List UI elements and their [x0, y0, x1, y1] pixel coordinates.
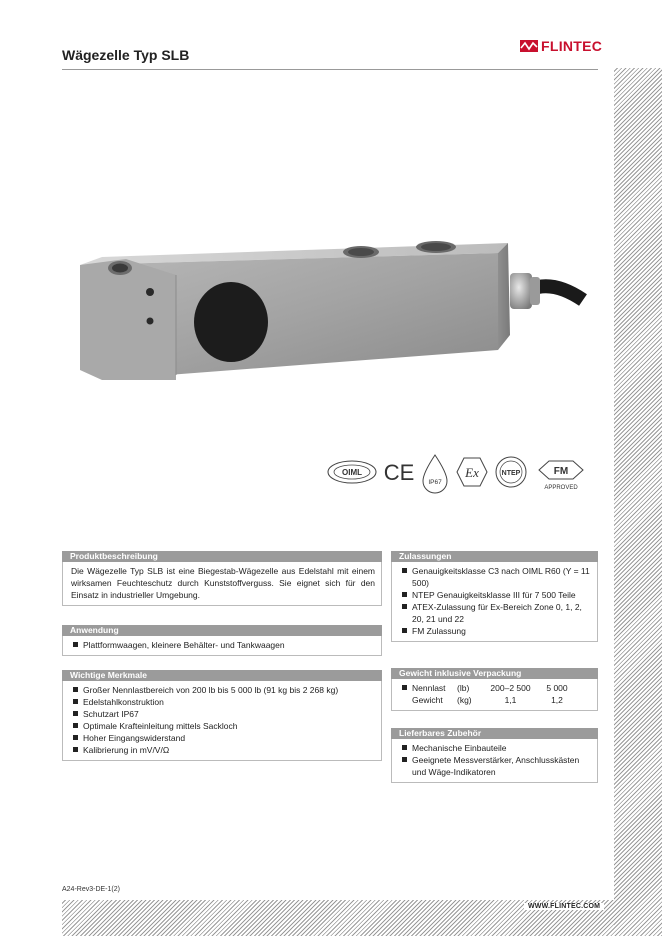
section-body — [62, 636, 382, 656]
weight-table-row — [400, 682, 591, 694]
section-produktbeschreibung — [62, 551, 382, 606]
section-heading: Produktbeschreibung — [62, 551, 382, 562]
flintec-logo-icon — [520, 40, 538, 52]
weight-table-row — [400, 694, 591, 706]
weight-row-unit: (lb) — [457, 683, 470, 693]
section-body — [391, 562, 598, 642]
list-item: Großer Nennlastbereich von 200 lb bis 5 000 lb (91 kg bis 2 268 kg) — [71, 684, 375, 696]
load-cell-product-image — [78, 225, 598, 395]
list-item: Genauigkeitsklasse C3 nach OIML R60 (Y = 11 500) — [400, 565, 591, 589]
list-item: Plattformwaagen, kleinere Behälter- und Tankwaagen — [71, 639, 375, 651]
section-gewicht — [391, 668, 598, 711]
list-item: Schutzart IP67 — [71, 708, 375, 720]
list-item: FM Zulassung — [400, 625, 591, 637]
ex-hexagon-icon — [457, 458, 487, 486]
list-item: Hoher Eingangswiderstand — [71, 732, 375, 744]
logo-text: FLINTEC — [541, 38, 603, 54]
ntep-label: NTEP — [501, 470, 521, 477]
list-item: ATEX-Zulassung für Ex-Bereich Zone 0, 1, 2, 20, 21 und 22 — [400, 601, 591, 625]
oiml-label: OIML — [342, 468, 362, 477]
list-item: Edelstahlkonstruktion — [71, 696, 375, 708]
list-item: Optimale Krafteinleitung mittels Sackloch — [71, 720, 375, 732]
section-heading: Anwendung — [62, 625, 382, 636]
section-body — [391, 739, 598, 783]
section-body — [62, 681, 382, 761]
weight-row-value-2: 1,2 — [551, 695, 563, 705]
fm-label: FM — [553, 466, 569, 477]
section-heading: Wichtige Merkmale — [62, 670, 382, 681]
fm-approved-label: APPROVED — [544, 485, 578, 491]
weight-row-value-2: 5 000 — [546, 683, 568, 693]
title-divider — [62, 69, 598, 70]
ce-mark-icon — [384, 460, 415, 485]
section-wichtige-merkmale — [62, 670, 382, 761]
fm-approved-icon — [539, 461, 583, 491]
section-heading: Lieferbares Zubehör — [391, 728, 598, 739]
weight-row-value-1: 1,1 — [504, 695, 517, 705]
ce-label: CE — [383, 460, 415, 485]
document-code: A24-Rev3-DE-1(2) — [62, 886, 120, 893]
list-item: Kalibrierung in mV/V/Ω — [71, 744, 375, 756]
list-item: Mechanische Einbauteile — [400, 742, 591, 754]
website-link[interactable]: WWW.FLINTEC.COM — [524, 903, 604, 910]
description-text: Die Wägezelle Typ SLB ist eine Biegestab-Wägezelle aus Edelstahl mit einem wirksamen Feuchteschutz durch Kunststoffverguss. Sie eignet sich für den Einsatz in industrieller Umgebung. — [71, 566, 375, 600]
section-zubehoer — [391, 728, 598, 783]
certification-logos — [327, 453, 589, 495]
section-heading: Gewicht inklusive Verpackung — [391, 668, 598, 679]
ip67-drop-icon — [423, 455, 447, 493]
section-zulassungen — [391, 551, 598, 642]
page-title: Wägezelle Typ SLB — [62, 47, 190, 63]
section-body — [391, 679, 598, 711]
ntep-icon — [496, 457, 526, 487]
weight-row-label: Gewicht — [412, 695, 443, 705]
section-heading: Zulassungen — [391, 551, 598, 562]
section-body — [62, 562, 382, 606]
weight-row-unit: (kg) — [457, 695, 472, 705]
weight-row-value-1: 200–2 500 — [490, 683, 531, 693]
ex-label: Ex — [465, 465, 479, 480]
flintec-logo — [520, 38, 602, 54]
list-item: NTEP Genauigkeitsklasse III für 7 500 Teile — [400, 589, 591, 601]
weight-row-label: Nennlast — [412, 683, 446, 693]
ip67-label: IP67 — [428, 479, 442, 486]
section-anwendung — [62, 625, 382, 656]
oiml-icon — [328, 461, 376, 483]
hatch-decoration-right — [614, 68, 662, 936]
list-item: Geeignete Messverstärker, Anschlusskästen und Wäge-Indikatoren — [400, 754, 591, 778]
